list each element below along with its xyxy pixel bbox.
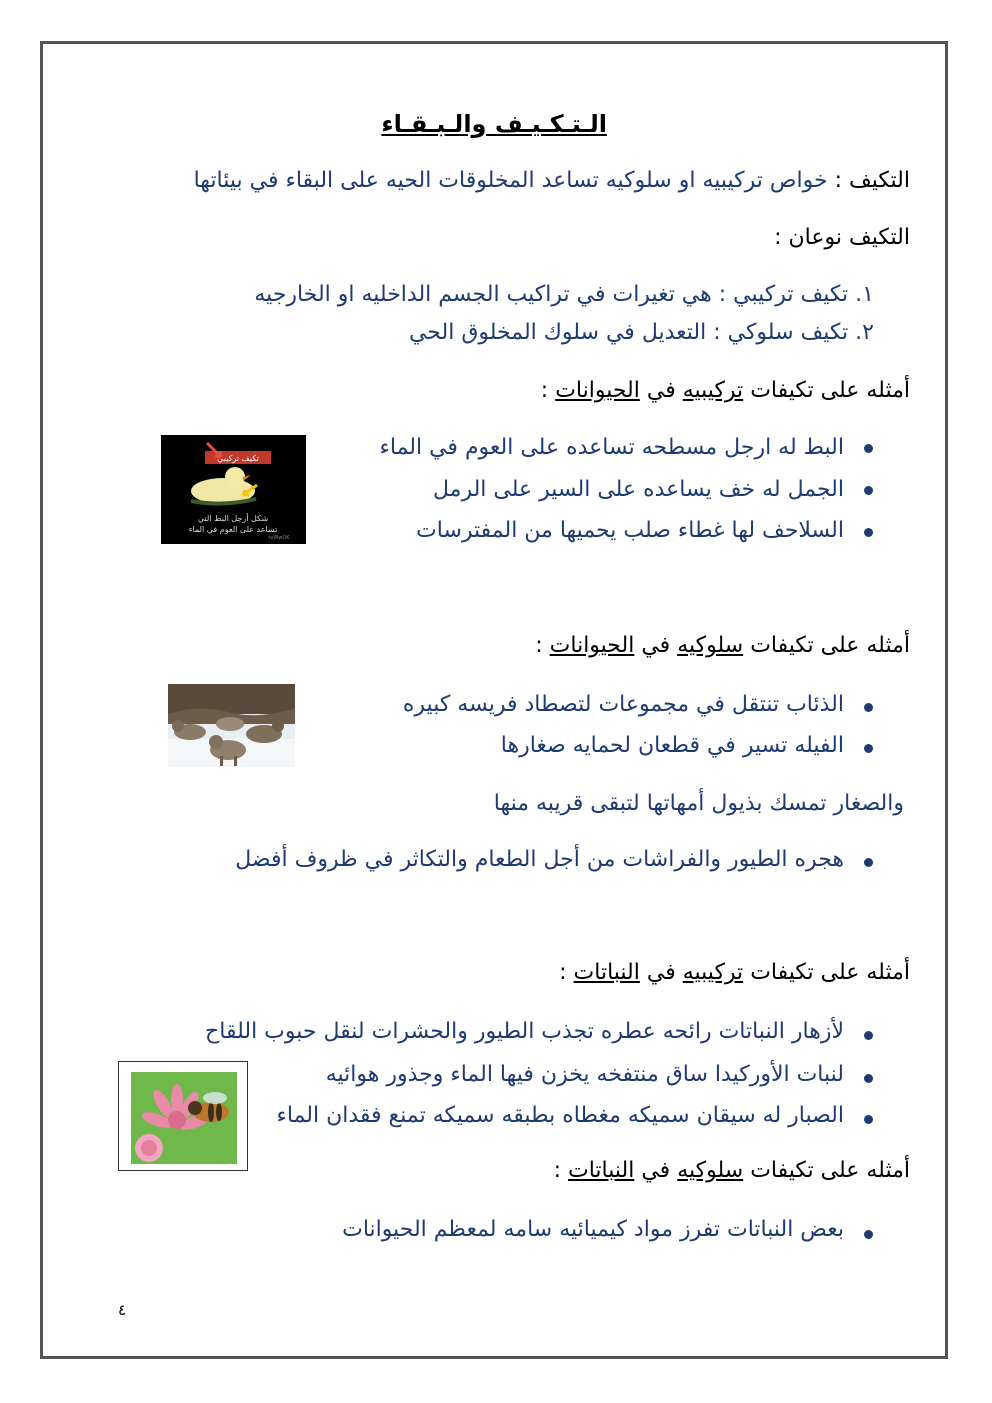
bullet-icon	[864, 1074, 873, 1083]
list-item: الذئاب تنتقل في مجموعات لتصطاد فريسه كبيره	[402, 692, 844, 717]
duck-feet-image	[161, 435, 306, 544]
page-number: ٤	[118, 1301, 127, 1319]
bullet-icon	[864, 444, 873, 453]
definition-text: خواص تركيبيه او سلوكيه تساعد المخلوقات الحيه على البقاء في بيئاتها	[193, 168, 828, 193]
types-heading: التكيف نوعان :	[774, 225, 910, 250]
bullet-icon	[864, 744, 873, 753]
list-item: الفيله تسير في قطعان لحمايه صغارها	[500, 733, 844, 758]
bullet-icon	[864, 858, 873, 867]
list-item: البط له ارجل مسطحه تساعده على العوم في الماء	[379, 435, 844, 460]
type-structural: ١. تكيف تركيبي : هي تغيرات في تراكيب الجسم الداخليه او الخارجيه	[254, 282, 874, 307]
duck-caption-line1: شكل أرجل البط التي	[197, 514, 269, 523]
bullet-icon	[864, 703, 873, 712]
list-item: لأزهار النباتات رائحه عطره تجذب الطيور والحشرات لنقل حبوب اللقاح	[205, 1019, 844, 1044]
list-item: الصبار له سيقان سميكه مغطاه بطبقه سميكه تمنع فقدان الماء	[276, 1103, 844, 1128]
duck-image-tag: تكيف تركيبي	[217, 454, 259, 463]
animal-behavioral-heading: أمثله على تكيفات سلوكيه في الحيوانات :	[535, 633, 910, 658]
list-item: هجره الطيور والفراشات من أجل الطعام والتكاثر في ظروف أفضل	[235, 847, 844, 872]
plant-structural-heading: أمثله على تكيفات تركيبيه في النباتات :	[559, 960, 910, 985]
plant-behavioral-heading: أمثله على تكيفات سلوكيه في النباتات :	[553, 1158, 910, 1183]
wolves-image	[168, 684, 295, 767]
definition-line	[194, 170, 910, 192]
duck-watermark: tvWwOK	[268, 535, 290, 541]
definition-term: التكيف :	[834, 168, 910, 193]
type-behavioral: ٢. تكيف سلوكي : التعديل في سلوك المخلوق الحي	[408, 320, 874, 345]
bullet-icon	[864, 486, 873, 495]
list-item: لنبات الأوركيدا ساق منتفخه يخزن فيها الماء وجذور هوائيه	[325, 1062, 844, 1087]
animal-structural-heading: أمثله على تكيفات تركيبيه في الحيوانات :	[540, 378, 910, 403]
bullet-icon	[864, 1031, 873, 1040]
list-item: الجمل له خف يساعده على السير على الرمل	[433, 477, 844, 502]
bullet-icon	[864, 1115, 873, 1124]
list-item: السلاحف لها غطاء صلب يحميها من المفترسات	[416, 518, 844, 543]
list-item: بعض النباتات تفرز مواد كيميائيه سامه لمعظم الحيوانات	[342, 1217, 844, 1242]
bee-flower-image	[118, 1061, 248, 1171]
bullet-icon	[864, 528, 873, 537]
bullet-icon	[864, 1230, 873, 1239]
duck-caption-line2: تساعد على العوم في الماء	[188, 525, 278, 534]
page-title: الـتـكـيـف والـبـقـاء	[381, 110, 607, 138]
continuation-text: والصغار تمسك بذيول أمهاتها لتبقى قريبه منها	[493, 791, 904, 816]
